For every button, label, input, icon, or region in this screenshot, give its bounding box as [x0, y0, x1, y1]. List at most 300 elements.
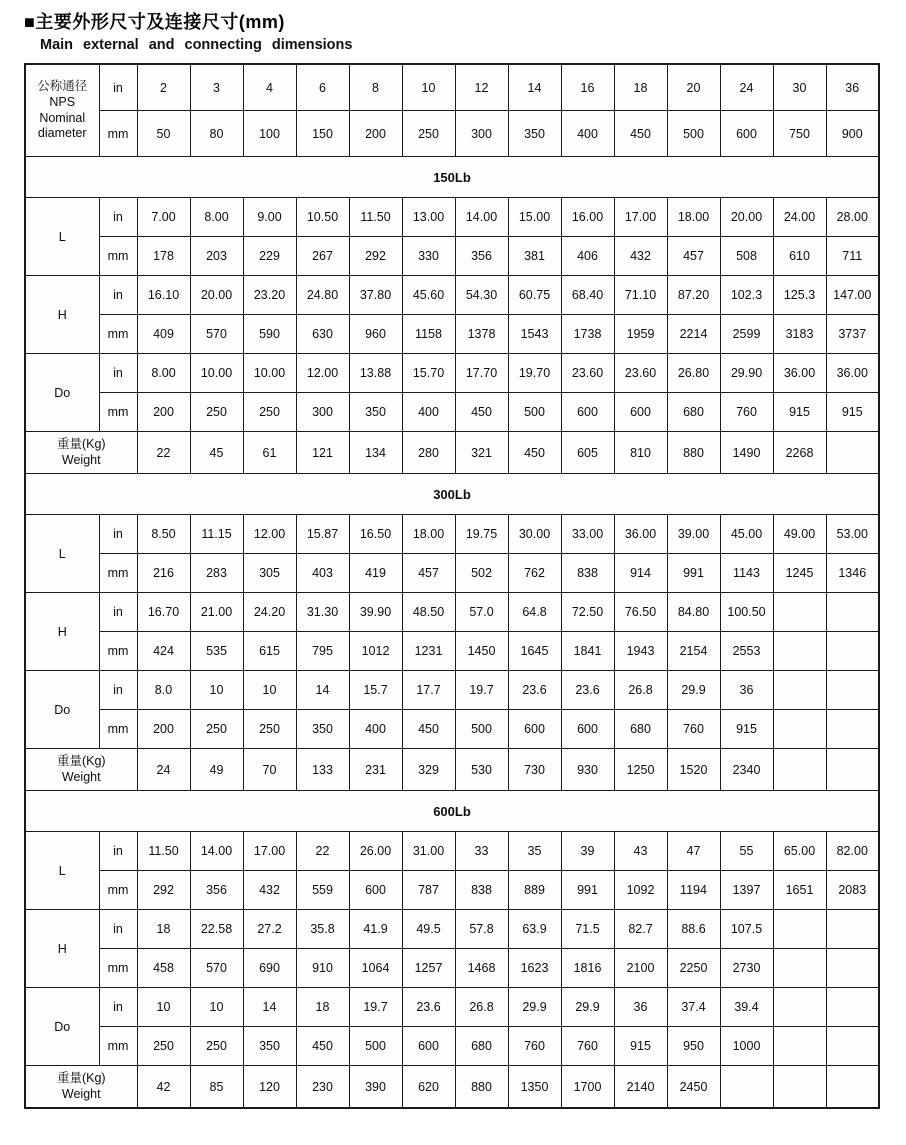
value-cell: 17.7 [402, 671, 455, 710]
value-cell: 600 [561, 393, 614, 432]
value-cell: 71.5 [561, 910, 614, 949]
nps-header-label-line: Nominal [39, 110, 86, 125]
nps-in-value: 4 [243, 64, 296, 111]
value-cell: 458 [137, 949, 190, 988]
unit-cell-mm: mm [99, 237, 137, 276]
weight-value-cell: 2450 [667, 1066, 720, 1109]
unit-cell-mm: mm [99, 949, 137, 988]
weight-value-cell: 49 [190, 749, 243, 791]
unit-cell-mm: mm [99, 315, 137, 354]
value-cell: 910 [296, 949, 349, 988]
dim-row-in [25, 988, 879, 1027]
value-cell: 403 [296, 554, 349, 593]
value-cell: 500 [455, 710, 508, 749]
weight-value-cell: 1250 [614, 749, 667, 791]
value-cell: 600 [561, 710, 614, 749]
weight-value-cell: 880 [455, 1066, 508, 1109]
weight-value-cell: 85 [190, 1066, 243, 1109]
nps-in-value: 18 [614, 64, 667, 111]
value-cell: 600 [402, 1027, 455, 1066]
nps-mm-value: 200 [349, 111, 402, 157]
value-cell: 12.00 [296, 354, 349, 393]
value-cell: 14.00 [190, 832, 243, 871]
value-cell: 570 [190, 949, 243, 988]
value-cell: 400 [402, 393, 455, 432]
value-cell: 1645 [508, 632, 561, 671]
value-cell: 406 [561, 237, 614, 276]
value-cell: 795 [296, 632, 349, 671]
dim-label-L: L [25, 832, 99, 910]
value-cell: 292 [137, 871, 190, 910]
value-cell: 72.50 [561, 593, 614, 632]
dim-row-in [25, 198, 879, 237]
value-cell [826, 632, 879, 671]
weight-value-cell: 61 [243, 432, 296, 474]
value-cell: 26.8 [455, 988, 508, 1027]
dim-row-mm [25, 315, 879, 354]
nps-mm-value: 50 [137, 111, 190, 157]
value-cell: 610 [773, 237, 826, 276]
weight-value-cell: 390 [349, 1066, 402, 1109]
value-cell: 36 [614, 988, 667, 1027]
value-cell: 1468 [455, 949, 508, 988]
value-cell: 26.00 [349, 832, 402, 871]
dim-row-in [25, 832, 879, 871]
weight-value-cell: 1350 [508, 1066, 561, 1109]
value-cell: 1245 [773, 554, 826, 593]
dim-label-Do: Do [25, 988, 99, 1066]
unit-cell-in: in [99, 988, 137, 1027]
value-cell: 29.9 [508, 988, 561, 1027]
dim-label-Do: Do [25, 354, 99, 432]
value-cell: 65.00 [773, 832, 826, 871]
value-cell: 690 [243, 949, 296, 988]
unit-mm-header: mm [99, 111, 137, 157]
weight-value-cell: 42 [137, 1066, 190, 1109]
value-cell: 53.00 [826, 515, 879, 554]
value-cell: 838 [561, 554, 614, 593]
value-cell: 229 [243, 237, 296, 276]
value-cell: 457 [667, 237, 720, 276]
value-cell: 39.90 [349, 593, 402, 632]
nps-in-value: 14 [508, 64, 561, 111]
value-cell: 250 [137, 1027, 190, 1066]
value-cell: 760 [561, 1027, 614, 1066]
weight-value-cell: 120 [243, 1066, 296, 1109]
value-cell: 33.00 [561, 515, 614, 554]
value-cell: 762 [508, 554, 561, 593]
nps-in-value: 16 [561, 64, 614, 111]
weight-value-cell: 133 [296, 749, 349, 791]
unit-in-header: in [99, 64, 137, 111]
value-cell: 1450 [455, 632, 508, 671]
value-cell: 356 [190, 871, 243, 910]
weight-label-line: Weight [61, 452, 101, 467]
value-cell: 63.9 [508, 910, 561, 949]
value-cell: 2154 [667, 632, 720, 671]
weight-value-cell: 880 [667, 432, 720, 474]
value-cell: 2214 [667, 315, 720, 354]
weight-value-cell: 24 [137, 749, 190, 791]
value-cell: 350 [243, 1027, 296, 1066]
value-cell: 950 [667, 1027, 720, 1066]
page-title: ■主要外形尺寸及连接尺寸(mm) [24, 12, 285, 32]
value-cell: 36 [720, 671, 773, 710]
value-cell: 57.0 [455, 593, 508, 632]
nps-mm-value: 150 [296, 111, 349, 157]
header-row-in [25, 64, 879, 111]
value-cell: 760 [667, 710, 720, 749]
value-cell: 30.00 [508, 515, 561, 554]
weight-value-cell: 230 [296, 1066, 349, 1109]
value-cell [773, 1027, 826, 1066]
nps-mm-value: 350 [508, 111, 561, 157]
unit-cell-in: in [99, 910, 137, 949]
weight-value-cell: 121 [296, 432, 349, 474]
value-cell: 1816 [561, 949, 614, 988]
value-cell: 76.50 [614, 593, 667, 632]
dim-row-in [25, 593, 879, 632]
value-cell: 45.00 [720, 515, 773, 554]
value-cell: 17.00 [243, 832, 296, 871]
value-cell: 500 [508, 393, 561, 432]
weight-value-cell: 605 [561, 432, 614, 474]
value-cell: 216 [137, 554, 190, 593]
weight-label [25, 1066, 137, 1109]
value-cell: 16.50 [349, 515, 402, 554]
value-cell: 24.20 [243, 593, 296, 632]
dim-label-H: H [25, 276, 99, 354]
value-cell: 10 [243, 671, 296, 710]
nps-mm-value: 300 [455, 111, 508, 157]
value-cell: 381 [508, 237, 561, 276]
value-cell: 680 [667, 393, 720, 432]
value-cell: 12.00 [243, 515, 296, 554]
value-cell: 10.50 [296, 198, 349, 237]
weight-value-cell: 2340 [720, 749, 773, 791]
value-cell: 19.7 [349, 988, 402, 1027]
value-cell: 450 [402, 710, 455, 749]
value-cell: 64.8 [508, 593, 561, 632]
value-cell: 915 [720, 710, 773, 749]
value-cell: 350 [296, 710, 349, 749]
value-cell: 250 [243, 710, 296, 749]
weight-value-cell: 620 [402, 1066, 455, 1109]
value-cell: 60.75 [508, 276, 561, 315]
section-band-row [25, 157, 879, 198]
nps-in-value: 36 [826, 64, 879, 111]
value-cell: 35.8 [296, 910, 349, 949]
nps-mm-value: 250 [402, 111, 455, 157]
unit-cell-mm: mm [99, 632, 137, 671]
value-cell [826, 671, 879, 710]
weight-value-cell: 930 [561, 749, 614, 791]
value-cell: 787 [402, 871, 455, 910]
value-cell: 250 [190, 710, 243, 749]
value-cell: 88.6 [667, 910, 720, 949]
weight-value-cell [826, 749, 879, 791]
value-cell: 36.00 [614, 515, 667, 554]
value-cell: 915 [826, 393, 879, 432]
value-cell: 680 [614, 710, 667, 749]
value-cell: 2553 [720, 632, 773, 671]
value-cell: 1346 [826, 554, 879, 593]
value-cell [773, 671, 826, 710]
page-subtitle: Main external and connecting dimensions [40, 37, 353, 53]
weight-row [25, 749, 879, 791]
value-cell: 457 [402, 554, 455, 593]
value-cell: 283 [190, 554, 243, 593]
value-cell: 8.00 [190, 198, 243, 237]
weight-value-cell [720, 1066, 773, 1109]
value-cell: 424 [137, 632, 190, 671]
value-cell: 630 [296, 315, 349, 354]
value-cell: 11.15 [190, 515, 243, 554]
value-cell: 47 [667, 832, 720, 871]
value-cell: 17.00 [614, 198, 667, 237]
unit-cell-in: in [99, 276, 137, 315]
dim-row-mm [25, 393, 879, 432]
dim-row-in [25, 671, 879, 710]
nps-in-value: 2 [137, 64, 190, 111]
value-cell: 29.9 [561, 988, 614, 1027]
value-cell [773, 632, 826, 671]
value-cell: 39 [561, 832, 614, 871]
value-cell: 57.8 [455, 910, 508, 949]
value-cell: 16.70 [137, 593, 190, 632]
unit-cell-in: in [99, 198, 137, 237]
dim-label-H: H [25, 910, 99, 988]
value-cell: 2730 [720, 949, 773, 988]
nps-header-label [25, 64, 99, 157]
value-cell: 838 [455, 871, 508, 910]
weight-value-cell: 1700 [561, 1066, 614, 1109]
value-cell: 2083 [826, 871, 879, 910]
value-cell [826, 710, 879, 749]
value-cell: 760 [508, 1027, 561, 1066]
dim-label-H: H [25, 593, 99, 671]
weight-value-cell: 1520 [667, 749, 720, 791]
dim-row-in [25, 910, 879, 949]
value-cell: 1943 [614, 632, 667, 671]
value-cell: 17.70 [455, 354, 508, 393]
value-cell: 82.7 [614, 910, 667, 949]
nps-in-value: 12 [455, 64, 508, 111]
value-cell: 49.5 [402, 910, 455, 949]
value-cell: 600 [614, 393, 667, 432]
value-cell: 54.30 [455, 276, 508, 315]
value-cell: 14 [296, 671, 349, 710]
weight-label [25, 432, 137, 474]
value-cell: 13.88 [349, 354, 402, 393]
value-cell: 590 [243, 315, 296, 354]
value-cell: 33 [455, 832, 508, 871]
value-cell: 16.10 [137, 276, 190, 315]
value-cell [773, 949, 826, 988]
value-cell: 19.7 [455, 671, 508, 710]
value-cell: 16.00 [561, 198, 614, 237]
value-cell: 356 [455, 237, 508, 276]
unit-cell-in: in [99, 832, 137, 871]
value-cell: 915 [614, 1027, 667, 1066]
nps-header-label-line: diameter [37, 126, 87, 141]
value-cell: 1158 [402, 315, 455, 354]
weight-label-line: Weight [61, 769, 101, 784]
value-cell: 508 [720, 237, 773, 276]
value-cell: 102.3 [720, 276, 773, 315]
dim-row-mm [25, 1027, 879, 1066]
dim-row-mm [25, 710, 879, 749]
value-cell: 13.00 [402, 198, 455, 237]
dim-row-in [25, 515, 879, 554]
value-cell: 10 [190, 988, 243, 1027]
value-cell: 31.30 [296, 593, 349, 632]
value-cell: 432 [614, 237, 667, 276]
weight-label [25, 749, 137, 791]
value-cell: 1194 [667, 871, 720, 910]
value-cell: 250 [243, 393, 296, 432]
nps-in-value: 20 [667, 64, 720, 111]
value-cell: 10 [137, 988, 190, 1027]
weight-value-cell: 45 [190, 432, 243, 474]
value-cell: 914 [614, 554, 667, 593]
value-cell: 29.90 [720, 354, 773, 393]
value-cell: 680 [455, 1027, 508, 1066]
value-cell: 760 [720, 393, 773, 432]
value-cell: 305 [243, 554, 296, 593]
value-cell [826, 1027, 879, 1066]
dim-label-L: L [25, 198, 99, 276]
value-cell: 1623 [508, 949, 561, 988]
value-cell [773, 710, 826, 749]
value-cell: 10.00 [243, 354, 296, 393]
value-cell [773, 593, 826, 632]
value-cell: 432 [243, 871, 296, 910]
value-cell: 1543 [508, 315, 561, 354]
header-row-mm [25, 111, 879, 157]
dimensions-table [24, 63, 880, 1109]
nps-mm-value: 450 [614, 111, 667, 157]
value-cell: 450 [455, 393, 508, 432]
value-cell: 49.00 [773, 515, 826, 554]
weight-value-cell [773, 749, 826, 791]
value-cell: 31.00 [402, 832, 455, 871]
value-cell: 43 [614, 832, 667, 871]
value-cell: 915 [773, 393, 826, 432]
dim-row-mm [25, 949, 879, 988]
weight-value-cell: 450 [508, 432, 561, 474]
value-cell: 14 [243, 988, 296, 1027]
value-cell: 960 [349, 315, 402, 354]
value-cell: 570 [190, 315, 243, 354]
value-cell: 1738 [561, 315, 614, 354]
value-cell: 1959 [614, 315, 667, 354]
value-cell: 615 [243, 632, 296, 671]
value-cell: 350 [349, 393, 402, 432]
value-cell: 8.50 [137, 515, 190, 554]
unit-cell-in: in [99, 515, 137, 554]
value-cell: 2100 [614, 949, 667, 988]
value-cell: 559 [296, 871, 349, 910]
weight-value-cell: 321 [455, 432, 508, 474]
value-cell: 71.10 [614, 276, 667, 315]
nps-in-value: 6 [296, 64, 349, 111]
value-cell: 23.20 [243, 276, 296, 315]
value-cell: 9.00 [243, 198, 296, 237]
nps-in-value: 8 [349, 64, 402, 111]
value-cell: 39.00 [667, 515, 720, 554]
value-cell: 26.80 [667, 354, 720, 393]
section-title: 300Lb [25, 474, 879, 515]
value-cell: 68.40 [561, 276, 614, 315]
value-cell: 450 [296, 1027, 349, 1066]
weight-value-cell: 70 [243, 749, 296, 791]
value-cell: 330 [402, 237, 455, 276]
value-cell: 15.70 [402, 354, 455, 393]
nps-mm-value: 900 [826, 111, 879, 157]
dim-row-mm [25, 871, 879, 910]
weight-row [25, 432, 879, 474]
value-cell: 48.50 [402, 593, 455, 632]
value-cell: 20.00 [190, 276, 243, 315]
value-cell: 203 [190, 237, 243, 276]
value-cell: 600 [508, 710, 561, 749]
nps-mm-value: 80 [190, 111, 243, 157]
dim-row-mm [25, 632, 879, 671]
value-cell: 100.50 [720, 593, 773, 632]
value-cell: 37.4 [667, 988, 720, 1027]
weight-value-cell: 2140 [614, 1066, 667, 1109]
value-cell: 18 [296, 988, 349, 1027]
value-cell: 20.00 [720, 198, 773, 237]
dim-row-in [25, 354, 879, 393]
value-cell: 10 [190, 671, 243, 710]
value-cell: 36.00 [773, 354, 826, 393]
value-cell: 147.00 [826, 276, 879, 315]
value-cell: 991 [667, 554, 720, 593]
unit-cell-mm: mm [99, 871, 137, 910]
value-cell: 26.8 [614, 671, 667, 710]
value-cell: 991 [561, 871, 614, 910]
value-cell: 18 [137, 910, 190, 949]
value-cell: 1231 [402, 632, 455, 671]
weight-value-cell: 22 [137, 432, 190, 474]
unit-cell-mm: mm [99, 393, 137, 432]
weight-value-cell: 280 [402, 432, 455, 474]
value-cell: 8.0 [137, 671, 190, 710]
weight-value-cell: 134 [349, 432, 402, 474]
value-cell [826, 988, 879, 1027]
dim-row-mm [25, 554, 879, 593]
weight-label-line: Weight [61, 1086, 101, 1101]
value-cell: 1143 [720, 554, 773, 593]
value-cell: 1841 [561, 632, 614, 671]
value-cell: 178 [137, 237, 190, 276]
weight-value-cell: 730 [508, 749, 561, 791]
section-title: 150Lb [25, 157, 879, 198]
value-cell: 200 [137, 393, 190, 432]
value-cell: 15.7 [349, 671, 402, 710]
value-cell: 1378 [455, 315, 508, 354]
value-cell: 18.00 [667, 198, 720, 237]
value-cell: 37.80 [349, 276, 402, 315]
value-cell: 41.9 [349, 910, 402, 949]
unit-cell-in: in [99, 593, 137, 632]
value-cell: 889 [508, 871, 561, 910]
weight-value-cell: 2268 [773, 432, 826, 474]
value-cell: 8.00 [137, 354, 190, 393]
value-cell: 7.00 [137, 198, 190, 237]
